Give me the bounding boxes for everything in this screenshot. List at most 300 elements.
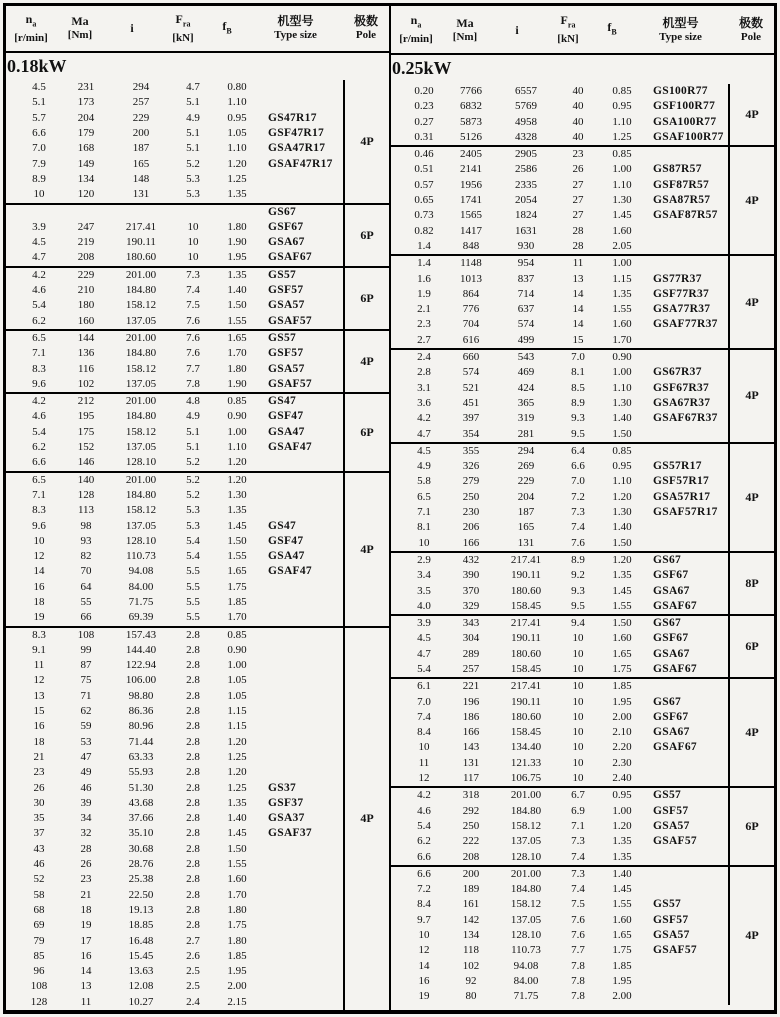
header-cell-fra: $F_{ra}$ [kN] xyxy=(557,12,579,46)
table-row xyxy=(6,157,343,172)
table-row xyxy=(391,272,728,287)
cell-type-size xyxy=(260,735,343,750)
cell-fra: 2.7 xyxy=(186,934,200,947)
cell-type-size xyxy=(260,857,343,872)
cell-fb: 1.00 xyxy=(612,163,632,176)
cell-fb: 1.85 xyxy=(227,595,247,608)
cell-type-size xyxy=(645,989,728,1004)
header-cell-type-size: 机型号 Type size xyxy=(659,15,702,43)
cell-pole: 4P xyxy=(343,331,389,392)
power-table-025kw xyxy=(391,6,774,1010)
cell-ma: 206 xyxy=(462,521,480,534)
cell-fra: 5.2 xyxy=(186,456,200,469)
cell-ma: 134 xyxy=(462,929,480,942)
cell-fb: 1.35 xyxy=(612,850,632,863)
cell-fra: 7.5 xyxy=(186,299,200,312)
table-row xyxy=(391,84,728,99)
cell-ma: 397 xyxy=(462,412,480,425)
cell-i: 71.75 xyxy=(513,990,539,1003)
cell-fb: 1.80 xyxy=(227,220,247,233)
cell-i: 319 xyxy=(517,412,535,425)
cell-fb: 1.10 xyxy=(227,441,247,454)
cell-na: 4.2 xyxy=(32,268,46,281)
table-row xyxy=(391,725,728,740)
rating-group xyxy=(6,392,389,470)
cell-ma: 28 xyxy=(80,842,92,855)
cell-ma: 370 xyxy=(462,584,480,597)
cell-type-size: GSF47 xyxy=(268,410,304,423)
cell-type-size xyxy=(645,350,728,365)
cell-ma: 230 xyxy=(462,506,480,519)
cell-na: 0.73 xyxy=(414,209,434,222)
table-row xyxy=(391,99,728,114)
cell-fra: 10 xyxy=(572,662,584,675)
table-row xyxy=(391,740,728,755)
cell-type-size xyxy=(645,850,728,865)
table-row xyxy=(6,111,343,126)
cell-fb: 1.35 xyxy=(227,504,247,517)
column-header-row xyxy=(6,6,389,53)
cell-i: 128.10 xyxy=(125,456,157,469)
cell-ma: 144 xyxy=(77,331,95,344)
cell-ma: 17 xyxy=(80,934,92,947)
table-row xyxy=(391,647,728,662)
cell-na: 10 xyxy=(33,188,45,201)
cell-type-size: GSAF57R17 xyxy=(653,506,718,519)
cell-i: 30.68 xyxy=(128,842,154,855)
cell-ma: 166 xyxy=(462,536,480,549)
cell-type-size: GSA57 xyxy=(268,362,305,375)
table-row xyxy=(6,394,343,409)
cell-ma: 55 xyxy=(80,595,92,608)
cell-na: 5.4 xyxy=(32,299,46,312)
cell-fra: 5.3 xyxy=(186,188,200,201)
group-rows xyxy=(391,84,728,145)
cell-fb: 1.15 xyxy=(612,272,632,285)
cell-fb: 1.50 xyxy=(227,299,247,312)
cell-na: 37 xyxy=(33,827,45,840)
table-row xyxy=(6,872,343,887)
table-row xyxy=(6,314,343,329)
table-row xyxy=(6,643,343,658)
cell-na: 10 xyxy=(418,929,430,942)
group-rows xyxy=(391,616,728,677)
cell-ma: 70 xyxy=(80,565,92,578)
cell-i: 158.12 xyxy=(510,898,542,911)
cell-na: 14 xyxy=(418,959,430,972)
table-row xyxy=(391,350,728,365)
cell-type-size xyxy=(260,172,343,187)
cell-na: 18 xyxy=(33,735,45,748)
cell-type-size xyxy=(260,995,343,1010)
cell-type-size xyxy=(260,673,343,688)
cell-fb: 0.95 xyxy=(612,460,632,473)
cell-fra: 5.4 xyxy=(186,534,200,547)
table-row xyxy=(6,750,343,765)
cell-i: 954 xyxy=(517,257,535,270)
cell-i: 930 xyxy=(517,239,535,252)
cell-pole: 4P xyxy=(728,679,774,786)
table-row xyxy=(391,381,728,396)
cell-fb: 0.95 xyxy=(612,100,632,113)
table-row xyxy=(6,781,343,796)
cell-fra: 2.8 xyxy=(186,643,200,656)
table-row xyxy=(391,520,728,535)
cell-i: 4958 xyxy=(515,115,537,128)
cell-type-size xyxy=(645,427,728,442)
cell-na: 1.4 xyxy=(417,257,431,270)
cell-type-size: GSAF67 xyxy=(268,251,312,264)
group-rows xyxy=(6,473,343,626)
cell-fb: 1.20 xyxy=(227,766,247,779)
group-rows xyxy=(391,444,728,551)
cell-na: 10 xyxy=(33,534,45,547)
cell-i: 424 xyxy=(517,381,535,394)
cell-type-size xyxy=(645,679,728,694)
table-row xyxy=(6,673,343,688)
cell-type-size: GSAF57 xyxy=(268,377,312,390)
cell-i: 187 xyxy=(132,142,150,155)
cell-i: 18.85 xyxy=(128,919,154,932)
cell-ma: 289 xyxy=(462,647,480,660)
cell-type-size: GSA47 xyxy=(268,550,305,563)
cell-na: 3.1 xyxy=(417,381,431,394)
cell-i: 10.27 xyxy=(128,995,154,1008)
cell-i: 19.13 xyxy=(128,903,154,916)
cell-fra: 26 xyxy=(572,163,584,176)
table-row xyxy=(391,333,728,348)
cell-i: 137.05 xyxy=(510,835,542,848)
cell-type-size xyxy=(260,595,343,610)
cell-na: 4.0 xyxy=(417,599,431,612)
cell-type-size: GSF57 xyxy=(653,804,689,817)
cell-i: 71.44 xyxy=(128,735,154,748)
table-row xyxy=(391,710,728,725)
cell-na: 4.5 xyxy=(417,444,431,457)
cell-type-size: GS57 xyxy=(653,789,682,802)
cell-na: 12 xyxy=(418,944,430,957)
cell-na: 8.9 xyxy=(32,172,46,185)
cell-i: 158.12 xyxy=(125,425,157,438)
cell-fb: 1.40 xyxy=(612,867,632,880)
rating-group xyxy=(391,348,774,442)
cell-ma: 2141 xyxy=(460,163,482,176)
rating-groups xyxy=(6,80,389,1010)
cell-ma: 776 xyxy=(462,303,480,316)
cell-fra: 2.8 xyxy=(186,812,200,825)
table-row xyxy=(391,317,728,332)
group-rows xyxy=(391,256,728,348)
cell-type-size: GSAF67 xyxy=(653,599,697,612)
header-cell-pole: 极数 Pole xyxy=(738,15,763,43)
cell-fra: 5.5 xyxy=(186,595,200,608)
cell-ma: 92 xyxy=(465,974,477,987)
cell-ma: 11 xyxy=(80,995,92,1008)
cell-pole: 4P xyxy=(728,147,774,254)
rating-group xyxy=(391,254,774,348)
cell-na: 5.8 xyxy=(417,475,431,488)
cell-type-size: GSAF37 xyxy=(268,827,312,840)
cell-fra: 4.7 xyxy=(186,81,200,94)
cell-fra: 10 xyxy=(572,741,584,754)
cell-na: 9.6 xyxy=(32,377,46,390)
table-row xyxy=(6,473,343,488)
cell-type-size xyxy=(260,503,343,518)
cell-fra: 2.8 xyxy=(186,735,200,748)
cell-na: 96 xyxy=(33,965,45,978)
cell-type-size: GS57 xyxy=(268,268,297,281)
cell-type-size: GSA57R17 xyxy=(653,490,711,503)
table-row xyxy=(391,599,728,614)
cell-fb: 1.55 xyxy=(612,898,632,911)
cell-ma: 108 xyxy=(77,628,95,641)
cell-type-size xyxy=(260,918,343,933)
cell-na: 15 xyxy=(33,705,45,718)
cell-fra: 2.5 xyxy=(186,965,200,978)
cell-fb: 2.00 xyxy=(612,710,632,723)
table-row xyxy=(6,796,343,811)
cell-type-size: GSF67 xyxy=(653,710,689,723)
cell-type-size: GSAF67R37 xyxy=(653,412,718,425)
cell-na: 3.4 xyxy=(417,569,431,582)
cell-type-size xyxy=(260,888,343,903)
cell-fra: 2.8 xyxy=(186,674,200,687)
cell-pole: 8P xyxy=(728,553,774,614)
cell-fb: 1.05 xyxy=(227,689,247,702)
cell-fra: 10 xyxy=(187,236,199,249)
cell-na: 6.5 xyxy=(32,473,46,486)
cell-na: 6.6 xyxy=(417,867,431,880)
cell-fra: 10 xyxy=(187,220,199,233)
cell-i: 2586 xyxy=(515,163,537,176)
cell-type-size: GS67 xyxy=(653,553,682,566)
cell-fb: 0.95 xyxy=(227,111,247,124)
cell-fb: 1.70 xyxy=(612,333,632,346)
cell-ma: 180 xyxy=(77,299,95,312)
rating-groups xyxy=(391,84,774,1010)
cell-i: 365 xyxy=(517,396,535,409)
cell-fra: 7.7 xyxy=(571,944,585,957)
cell-fb: 2.20 xyxy=(612,741,632,754)
cell-ma: 149 xyxy=(77,157,95,170)
cell-i: 165 xyxy=(132,157,150,170)
cell-fra: 7.3 xyxy=(186,268,200,281)
cell-ma xyxy=(62,205,110,220)
cell-type-size xyxy=(260,610,343,625)
group-rows xyxy=(391,788,728,864)
cell-fb: 1.10 xyxy=(227,142,247,155)
table-row xyxy=(6,580,343,595)
cell-fb: 1.00 xyxy=(612,804,632,817)
cell-i: 201.00 xyxy=(125,268,157,281)
cell-fra: 10 xyxy=(572,772,584,785)
cell-i: 184.80 xyxy=(125,347,157,360)
cell-i: 137.05 xyxy=(125,519,157,532)
cell-fb: 1.30 xyxy=(612,396,632,409)
cell-fra: 7.6 xyxy=(571,536,585,549)
table-row xyxy=(391,834,728,849)
table-row xyxy=(391,287,728,302)
cell-fb: 1.55 xyxy=(227,858,247,871)
cell-fra: 7.6 xyxy=(571,929,585,942)
cell-type-size xyxy=(260,628,343,643)
cell-fb: 1.50 xyxy=(612,617,632,630)
cell-na: 6.6 xyxy=(32,127,46,140)
cell-na: 4.7 xyxy=(417,647,431,660)
group-rows xyxy=(391,867,728,1005)
cell-type-size xyxy=(260,949,343,964)
cell-type-size: GSF100R77 xyxy=(653,100,716,113)
table-row xyxy=(391,505,728,520)
cell-fb: 1.65 xyxy=(227,565,247,578)
group-rows xyxy=(6,80,343,202)
table-row xyxy=(391,474,728,489)
cell-ma: 142 xyxy=(462,913,480,926)
cell-na: 4.6 xyxy=(32,410,46,423)
cell-na: 5.4 xyxy=(32,425,46,438)
header-cell-i: i xyxy=(515,22,519,37)
cell-na: 3.9 xyxy=(32,220,46,233)
table-row xyxy=(6,95,343,110)
cell-pole: 6P xyxy=(343,268,389,329)
cell-ma: 304 xyxy=(462,632,480,645)
table-row xyxy=(6,564,343,579)
table-row xyxy=(391,850,728,865)
cell-ma: 166 xyxy=(462,726,480,739)
cell-fra: 10 xyxy=(572,632,584,645)
cell-type-size: GSA37 xyxy=(268,812,305,825)
cell-fb: 1.40 xyxy=(612,412,632,425)
cell-i: 294 xyxy=(517,444,535,457)
cell-i: 637 xyxy=(517,303,535,316)
cell-i: 201.00 xyxy=(510,867,542,880)
cell-type-size xyxy=(260,979,343,994)
cell-na: 6.1 xyxy=(417,680,431,693)
cell-fb: 1.95 xyxy=(227,251,247,264)
table-row xyxy=(6,503,343,518)
cell-fb: 0.85 xyxy=(612,85,632,97)
cell-fra: 40 xyxy=(572,130,584,143)
cell-ma: 71 xyxy=(80,689,92,702)
table-row xyxy=(6,440,343,455)
cell-na: 0.65 xyxy=(414,194,434,207)
cell-i: 98.80 xyxy=(128,689,154,702)
cell-fra: 9.3 xyxy=(571,584,585,597)
cell-ma: 219 xyxy=(77,236,95,249)
cell-fb: 1.70 xyxy=(227,347,247,360)
cell-fra: 2.6 xyxy=(186,949,200,962)
cell-i: 69.39 xyxy=(128,611,154,624)
group-rows xyxy=(391,553,728,614)
cell-i: 281 xyxy=(517,427,535,440)
cell-i: 217.41 xyxy=(510,553,542,566)
cell-na: 79 xyxy=(33,934,45,947)
cell-i: 94.08 xyxy=(128,565,154,578)
table-row xyxy=(391,444,728,459)
header-cell-i: i xyxy=(130,21,134,36)
table-row xyxy=(6,628,343,643)
cell-i: 217.41 xyxy=(125,220,157,233)
cell-ma: 521 xyxy=(462,381,480,394)
cell-fra: 9.3 xyxy=(571,412,585,425)
cell-fb: 1.95 xyxy=(227,965,247,978)
rating-group xyxy=(391,614,774,677)
cell-fra: 10 xyxy=(572,695,584,708)
cell-type-size: GSA57 xyxy=(653,929,690,942)
cell-fb: 1.65 xyxy=(227,331,247,344)
rating-group xyxy=(6,266,389,329)
table-row xyxy=(391,882,728,897)
cell-fra: 7.3 xyxy=(571,506,585,519)
cell-fb: 1.60 xyxy=(227,873,247,886)
cell-i: 137.05 xyxy=(125,441,157,454)
table-row xyxy=(391,193,728,208)
cell-type-size: GS67 xyxy=(653,695,682,708)
cell-type-size: GSA57 xyxy=(653,819,690,832)
cell-fb: 1.80 xyxy=(227,362,247,375)
cell-type-size: GSAF77R37 xyxy=(653,318,718,331)
cell-type-size xyxy=(645,974,728,989)
table-row xyxy=(391,897,728,912)
cell-fra: 7.4 xyxy=(571,521,585,534)
cell-na: 1.4 xyxy=(417,239,431,252)
cell-fb: 1.55 xyxy=(612,303,632,316)
cell-ma: 128 xyxy=(77,488,95,501)
table-row xyxy=(6,549,343,564)
cell-ma: 5126 xyxy=(460,130,482,143)
cell-i: 51.30 xyxy=(128,781,154,794)
cell-na: 43 xyxy=(33,842,45,855)
table-row xyxy=(391,989,728,1004)
cell-i: 158.12 xyxy=(125,504,157,517)
table-row xyxy=(391,536,728,551)
cell-ma: 343 xyxy=(462,617,480,630)
cell-na: 0.27 xyxy=(414,115,434,128)
table-row xyxy=(391,568,728,583)
cell-fb: 1.70 xyxy=(227,611,247,624)
cell-type-size: GS37 xyxy=(268,781,297,794)
cell-fb: 2.00 xyxy=(227,980,247,993)
rating-table xyxy=(3,3,777,1014)
cell-fb: 1.35 xyxy=(227,188,247,201)
cell-i: 2905 xyxy=(515,148,537,161)
table-row xyxy=(391,208,728,223)
cell-type-size xyxy=(260,95,343,110)
cell-na: 4.5 xyxy=(417,632,431,645)
table-row xyxy=(6,235,343,250)
cell-ma: 1148 xyxy=(460,257,482,270)
cell-na: 6.5 xyxy=(32,331,46,344)
power-section-title: 0.25kW xyxy=(392,58,452,78)
table-row xyxy=(391,616,728,631)
cell-ma: 32 xyxy=(80,827,92,840)
cell-ma: 140 xyxy=(77,473,95,486)
cell-na: 19 xyxy=(33,611,45,624)
cell-ma: 250 xyxy=(462,819,480,832)
table-row xyxy=(6,298,343,313)
cell-type-size: GSF67R37 xyxy=(653,381,710,394)
cell-na: 2.4 xyxy=(417,351,431,364)
cell-fb: 1.45 xyxy=(227,827,247,840)
table-row xyxy=(6,842,343,857)
cell-type-size xyxy=(645,536,728,551)
cell-na: 8.4 xyxy=(417,726,431,739)
table-row xyxy=(6,826,343,841)
cell-ma: 75 xyxy=(80,674,92,687)
cell-ma: 102 xyxy=(462,959,480,972)
cell-fb: 1.20 xyxy=(612,819,632,832)
cell-type-size xyxy=(645,756,728,771)
